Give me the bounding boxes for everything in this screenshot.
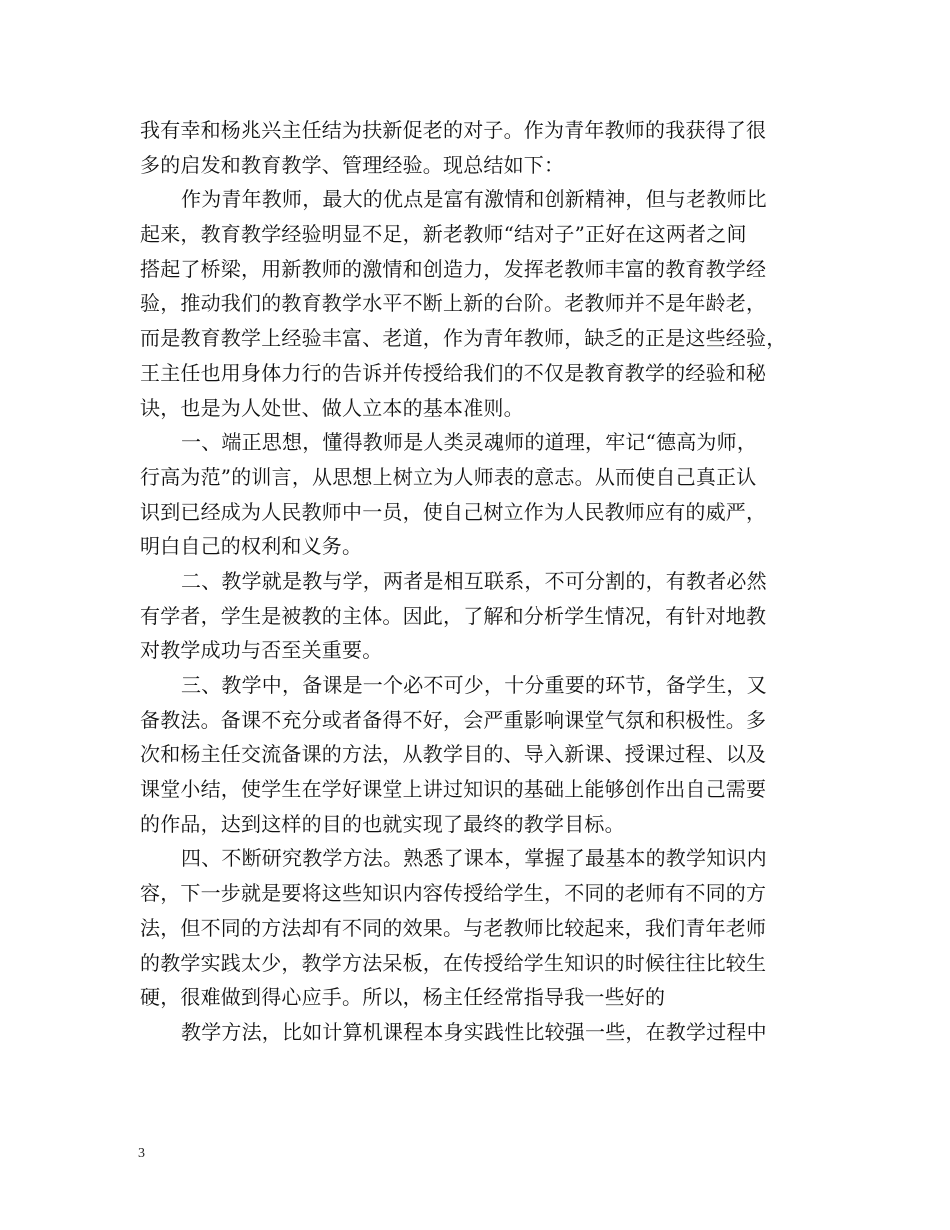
text-line: 我有幸和杨兆兴主任结为扶新促老的对子。作为青年教师的我获得了很 bbox=[140, 118, 767, 142]
text-line: 行高为范”的训言，从思想上树立为人师表的意志。从而使自己真正认 bbox=[140, 464, 757, 489]
text-line: 的作品，达到这样的目的也就实现了最终的教学目标。 bbox=[140, 811, 625, 836]
text-line: 教学方法，比如计算机课程本身实践性比较强一些，在教学过程中 bbox=[181, 1019, 767, 1044]
text-line: 的教学实践太少，教学方法呆板，在传授给学生知识的时候往往比较生 bbox=[140, 950, 767, 975]
text-line: 作为青年教师，最大的优点是富有激情和创新精神，但与老教师比 bbox=[181, 187, 767, 212]
text-line: 课堂小结，使学生在学好课堂上讲过知识的基础上能够创作出自己需要 bbox=[140, 777, 767, 802]
text-line: 而是教育教学上经验丰富、老道，作为青年教师，缺乏的正是这些经验， bbox=[140, 326, 787, 351]
text-line: 明白自己的权利和义务。 bbox=[140, 534, 363, 559]
body-text bbox=[140, 113, 820, 1050]
text-line: 备教法。备课不充分或者备得不好，会严重影响课堂气氛和积极性。多 bbox=[140, 707, 767, 732]
text-line: 多的启发和教育教学、管理经验。现总结如下： bbox=[140, 152, 565, 177]
text-line: 王主任也用身体力行的告诉并传授给我们的不仅是教育教学的经验和秘 bbox=[140, 360, 767, 385]
text-line: 识到已经成为人民教师中一员，使自己树立作为人民教师应有的威严， bbox=[140, 499, 767, 524]
text-line: 法，但不同的方法却有不同的效果。与老教师比较起来，我们青年老师 bbox=[140, 915, 767, 940]
text-line: 三、教学中，备课是一个必不可少，十分重要的环节，备学生，又 bbox=[181, 673, 767, 697]
text-line: 二、教学就是教与学，两者是相互联系，不可分割的，有教者必然 bbox=[181, 568, 767, 593]
text-line: 次和杨主任交流备课的方法，从教学目的、导入新课、授课过程、以及 bbox=[140, 742, 767, 767]
text-line: 对教学成功与否至关重要。 bbox=[140, 638, 383, 663]
page-number: 3 bbox=[138, 1146, 145, 1161]
text-line: 容，下一步就是要将这些知识内容传授给学生，不同的老师有不同的方 bbox=[140, 881, 767, 906]
text-line: 有学者，学生是被教的主体。因此，了解和分析学生情况，有针对地教 bbox=[140, 603, 767, 628]
text-line: 搭起了桥梁，用新教师的激情和创造力，发挥老教师丰富的教育教学经 bbox=[140, 256, 767, 281]
text-line: 起来，教育教学经验明显不足，新老教师“结对子”正好在这两者之间 bbox=[140, 222, 747, 247]
text-line: 一、端正思想，懂得教师是人类灵魂师的道理，牢记“德高为师， bbox=[181, 430, 758, 455]
text-line: 硬，很难做到得心应手。所以，杨主任经常指导我一些好的 bbox=[140, 985, 666, 1010]
text-line: 四、不断研究教学方法。熟悉了课本，掌握了最基本的教学知识内 bbox=[181, 846, 767, 871]
text-line: 验，推动我们的教育教学水平不断上新的台阶。老教师并不是年龄老， bbox=[140, 291, 767, 316]
text-line: 诀，也是为人处世、做人立本的基本准则。 bbox=[140, 395, 524, 420]
